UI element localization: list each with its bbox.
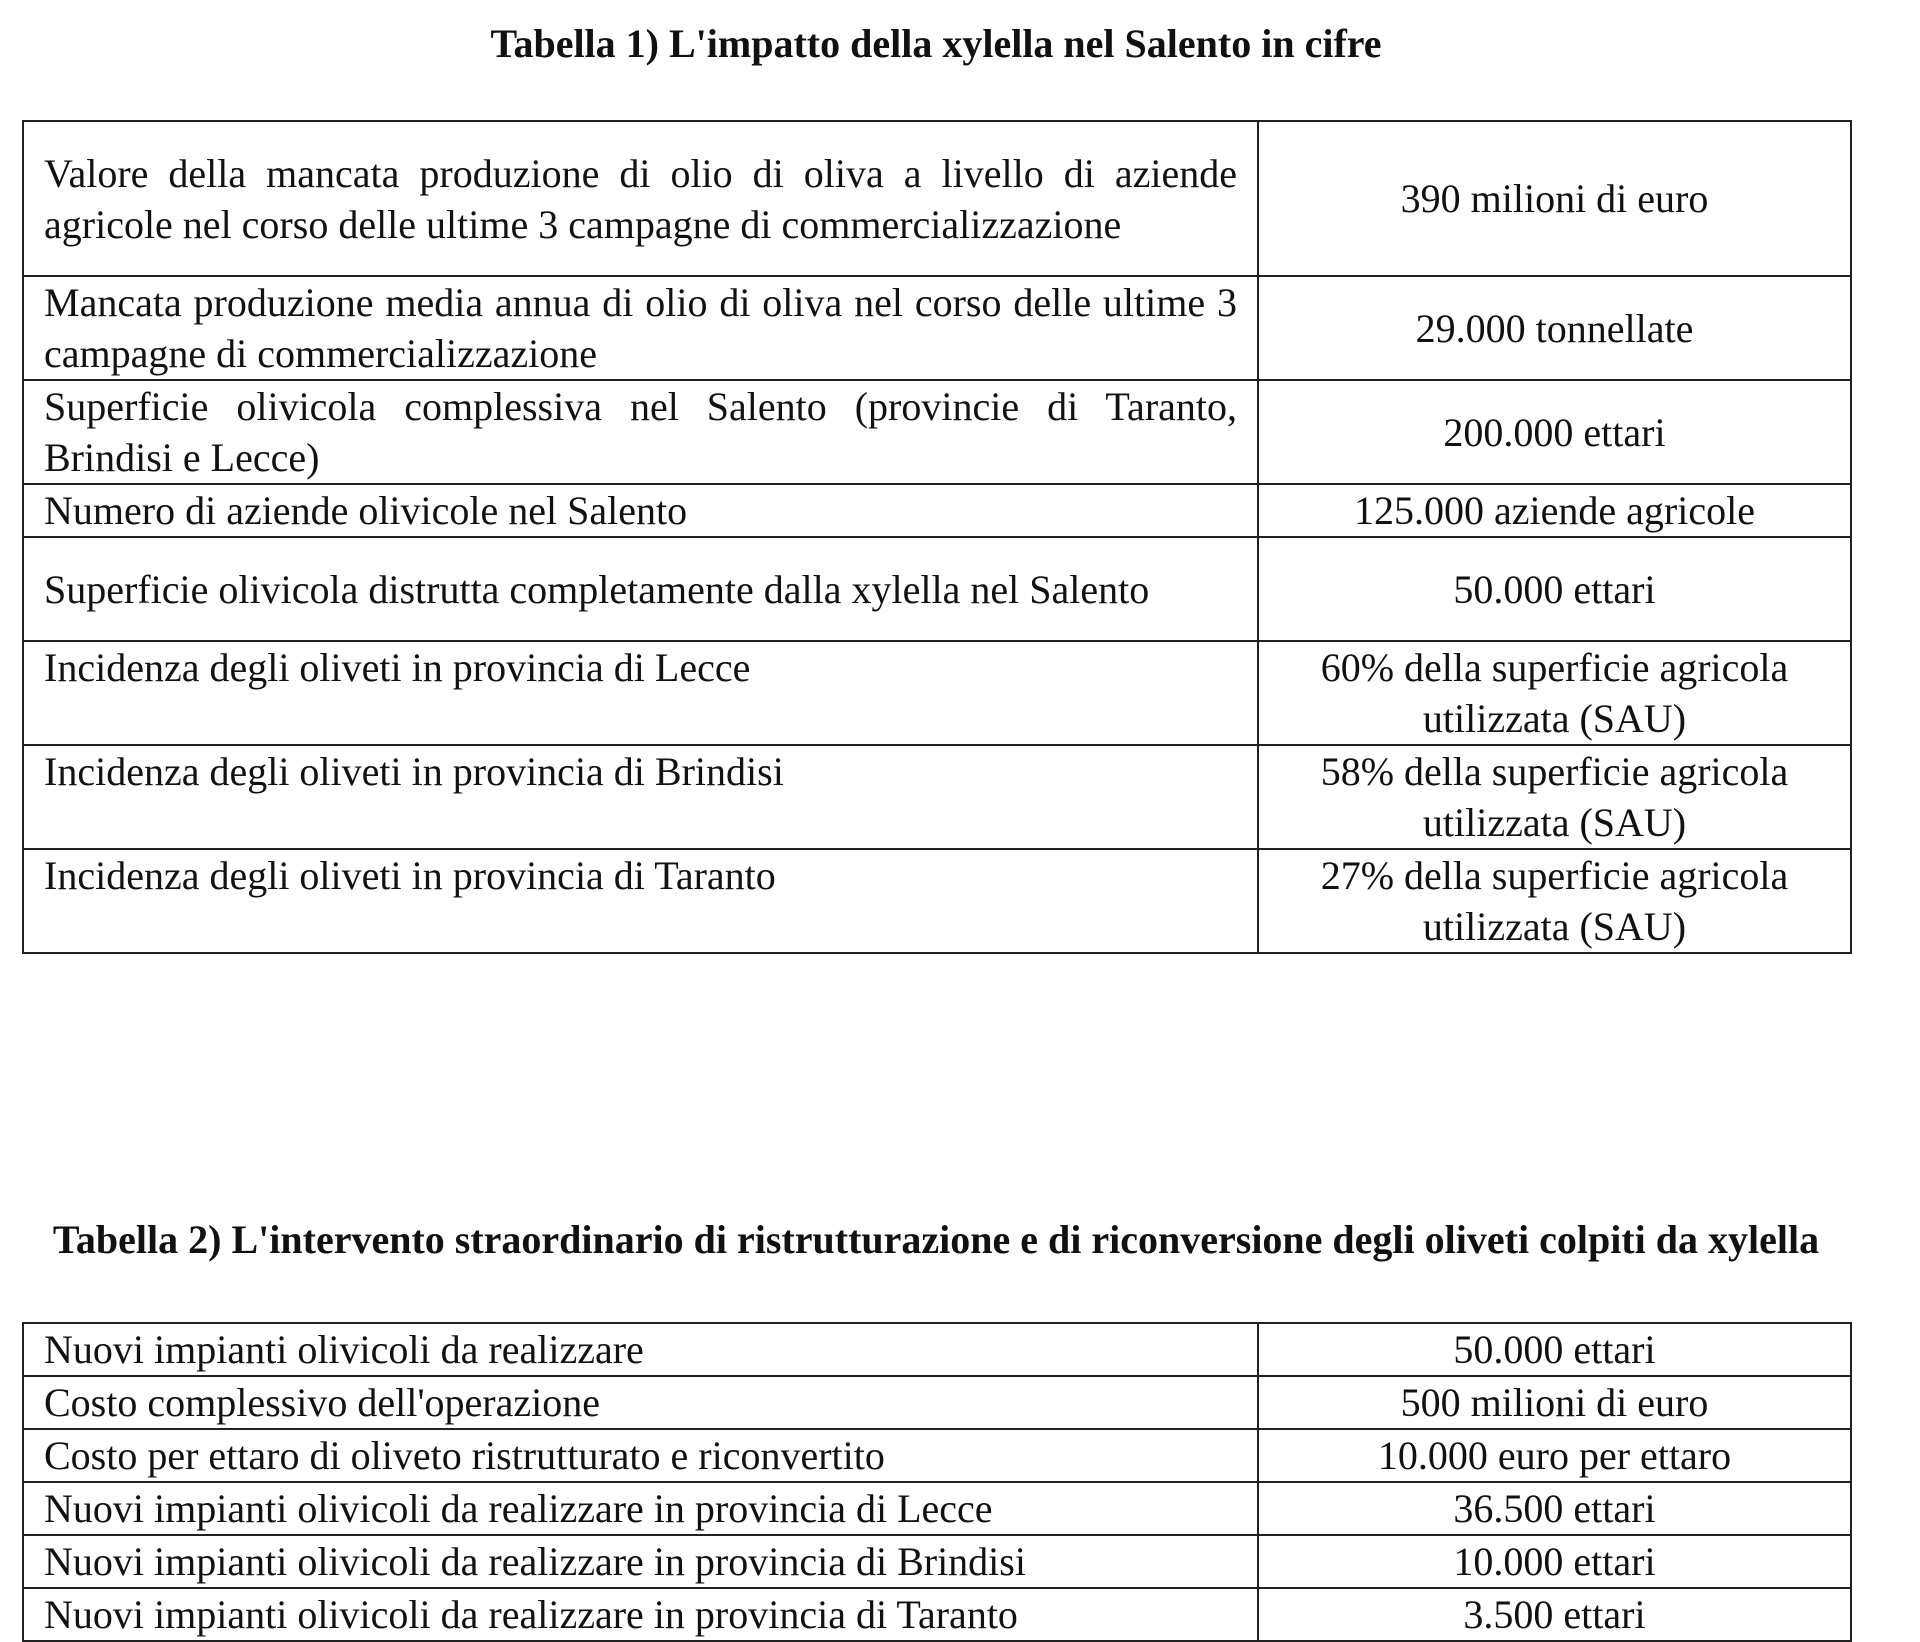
row-label: Costo complessivo dell'operazione	[23, 1376, 1258, 1429]
table-row	[23, 537, 1851, 641]
row-label: Costo per ettaro di oliveto ristrutturato e riconvertito	[23, 1429, 1258, 1482]
table-row	[23, 276, 1851, 380]
table-row	[23, 484, 1851, 537]
row-label: Incidenza degli oliveti in provincia di Lecce	[23, 641, 1258, 745]
row-label: Nuovi impianti olivicoli da realizzare in provincia di Brindisi	[23, 1535, 1258, 1588]
row-value: 10.000 euro per ettaro	[1258, 1429, 1851, 1482]
row-label: Incidenza degli oliveti in provincia di Taranto	[23, 849, 1258, 953]
row-value: 60% della superficie agricola utilizzata (SAU)	[1258, 641, 1851, 745]
row-value: 50.000 ettari	[1258, 1323, 1851, 1376]
row-value: 390 milioni di euro	[1258, 121, 1851, 276]
row-value: 200.000 ettari	[1258, 380, 1851, 484]
table-row	[23, 1323, 1851, 1376]
row-label: Mancata produzione media annua di olio di oliva nel corso delle ultime 3 campagne di commercializzazione	[23, 276, 1258, 380]
row-label: Nuovi impianti olivicoli da realizzare in provincia di Taranto	[23, 1588, 1258, 1641]
row-label: Superficie olivicola complessiva nel Salento (provincie di Taranto, Brindisi e Lecce)	[23, 380, 1258, 484]
table-row	[23, 1535, 1851, 1588]
row-label: Valore della mancata produzione di olio di oliva a livello di aziende agricole nel corso delle ultime 3 campagne di commercializzazione	[23, 121, 1258, 276]
table-row	[23, 745, 1851, 849]
xylella-impact-table	[22, 120, 1852, 954]
row-label: Numero di aziende olivicole nel Salento	[23, 484, 1258, 537]
table-row	[23, 1482, 1851, 1535]
row-value: 27% della superficie agricola utilizzata (SAU)	[1258, 849, 1851, 953]
restructuring-intervention-table	[22, 1322, 1852, 1642]
row-value: 50.000 ettari	[1258, 537, 1851, 641]
row-value: 125.000 aziende agricole	[1258, 484, 1851, 537]
row-value: 29.000 tonnellate	[1258, 276, 1851, 380]
row-label: Nuovi impianti olivicoli da realizzare	[23, 1323, 1258, 1376]
row-label: Superficie olivicola distrutta completamente dalla xylella nel Salento	[23, 537, 1258, 641]
table1-title: Tabella 1) L'impatto della xylella nel Salento in cifre	[490, 21, 1382, 66]
row-value: 3.500 ettari	[1258, 1588, 1851, 1641]
row-value: 10.000 ettari	[1258, 1535, 1851, 1588]
table-row	[23, 849, 1851, 953]
row-label: Incidenza degli oliveti in provincia di Brindisi	[23, 745, 1258, 849]
table-row	[23, 1429, 1851, 1482]
table-row	[23, 1588, 1851, 1641]
row-label: Nuovi impianti olivicoli da realizzare in provincia di Lecce	[23, 1482, 1258, 1535]
row-value: 36.500 ettari	[1258, 1482, 1851, 1535]
table-row	[23, 121, 1851, 276]
table-row	[23, 380, 1851, 484]
table2-title: Tabella 2) L'intervento straordinario di ristrutturazione e di riconversione degli oliveti colpiti da xylella	[52, 1217, 1820, 1262]
table-row	[23, 1376, 1851, 1429]
row-value: 500 milioni di euro	[1258, 1376, 1851, 1429]
table-row	[23, 641, 1851, 745]
row-value: 58% della superficie agricola utilizzata (SAU)	[1258, 745, 1851, 849]
